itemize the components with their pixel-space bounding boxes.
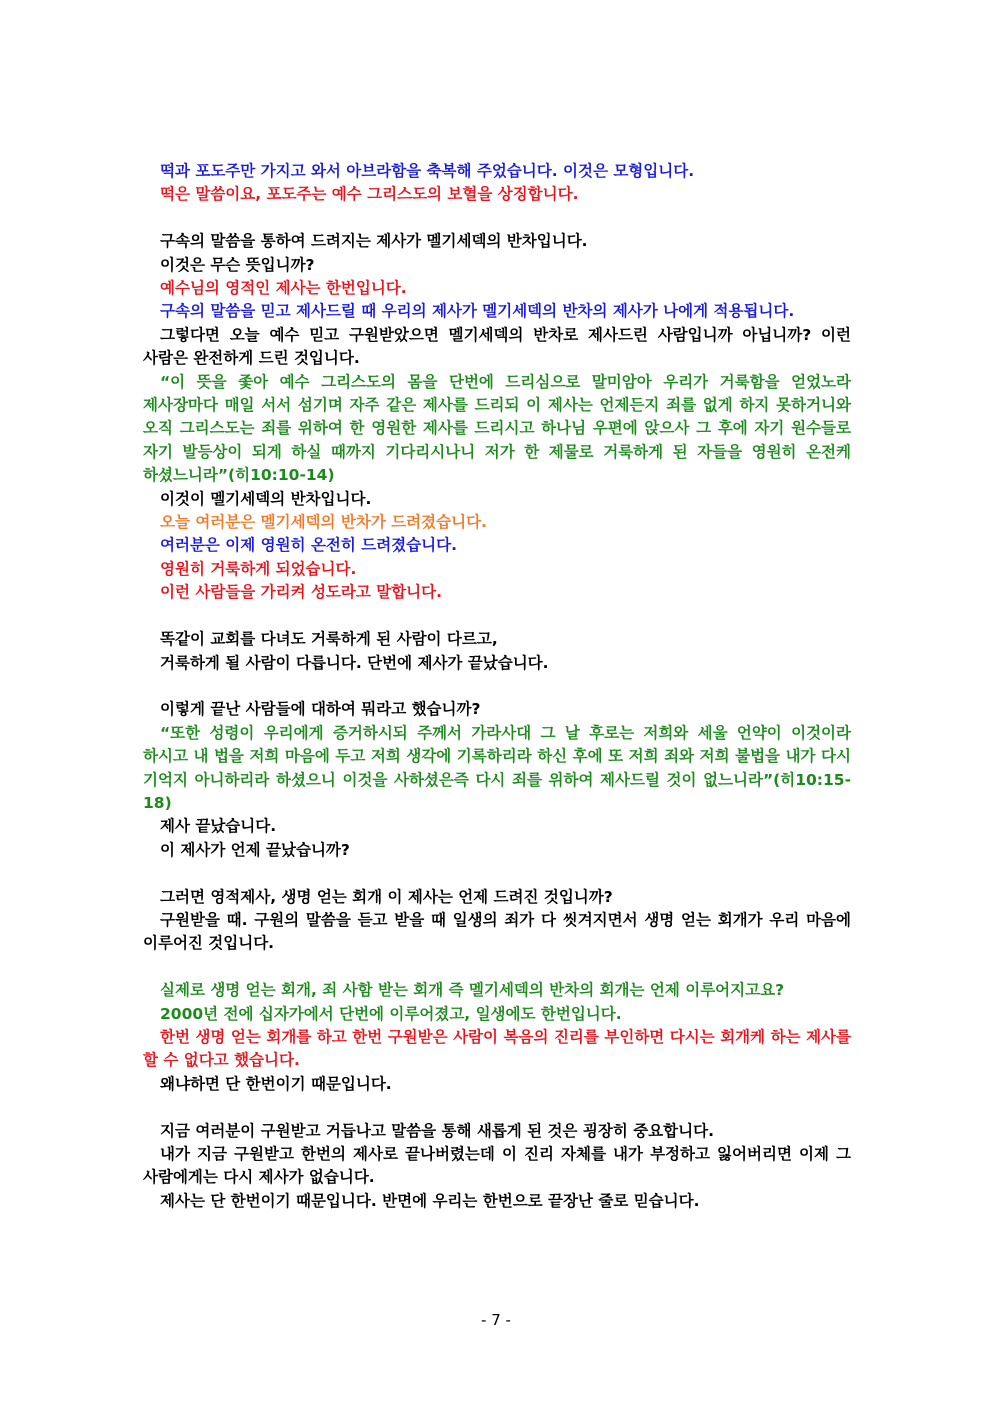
document-body bbox=[143, 160, 851, 1213]
text-line: 한번 생명 얻는 회개를 하고 한번 구원받은 사람이 복음의 진리를 부인하면 다시는 회개케 하는 제사를 할 수 없다고 했습니다. bbox=[143, 1027, 851, 1070]
text-line: 구속의 말씀을 믿고 제사드릴 때 우리의 제사가 멜기세덱의 반차의 제사가 나에게 적용됩니다. bbox=[160, 302, 795, 321]
text-line: 떡은 말씀이요, 포도주는 예수 그리스도의 보혈을 상징합니다. bbox=[160, 185, 579, 204]
text-line: 제사 끝났습니다. bbox=[160, 817, 277, 836]
blank-line bbox=[143, 207, 851, 230]
text-line: 지금 여러분이 구원받고 거듭나고 말씀을 통해 새롭게 된 것은 굉장히 중요합니다. bbox=[160, 1121, 714, 1140]
text-line: 영원히 거룩하게 되었습니다. bbox=[160, 559, 357, 578]
text-line: 그러면 영적제사, 생명 얻는 회개 이 제사는 언제 드려진 것입니까? bbox=[160, 887, 613, 906]
text-line: 구원받을 때. 구원의 말씀을 듣고 받을 때 일생의 죄가 다 씻겨지면서 생명 얻는 회개가 우리 마음에 이루어진 것입니다. bbox=[143, 910, 851, 953]
blank-line bbox=[143, 605, 851, 628]
text-line: 떡과 포도주만 가지고 와서 아브라함을 축복해 주었습니다. 이것은 모형입니다. bbox=[160, 162, 695, 180]
scripture-quote: “이 뜻을 좇아 예수 그리스도의 몸을 단번에 드리심으로 말미암아 우리가 거룩함을 얻었노라 제사장마다 매일 서서 섬기며 자주 같은 제사를 드리되 이 제사는 언제든지 죄를 없게 하지 못하거니와 오직 그리스도는 죄를 위하여 한 영원한 제사를 드리시고 하나님 우편에 앉으사 그 후에 자기 원수들로 자기 발등상이 되게 하실 때까지 기다리시나니 저가 한 제물로 거룩하게 된 자들을 영원히 온전케 하셨느니라”(히10:10-14) bbox=[143, 372, 851, 485]
text-line: 이렇게 끝난 사람들에 대하여 뭐라고 했습니까? bbox=[160, 700, 481, 719]
text-line: 이것이 멜기세덱의 반차입니다. bbox=[160, 489, 372, 508]
text-line: 여러분은 이제 영원히 온전히 드려졌습니다. bbox=[160, 536, 457, 555]
text-line: 구속의 말씀을 통하여 드려지는 제사가 멜기세덱의 반차입니다. bbox=[160, 232, 588, 251]
text-line: 제사는 단 한번이기 때문입니다. 반면에 우리는 한번으로 끝장난 줄로 믿습니다. bbox=[160, 1191, 700, 1210]
text-line: 이런 사람들을 가리켜 성도라고 말합니다. bbox=[160, 583, 443, 602]
text-line: 그렇다면 오늘 예수 믿고 구원받았으면 멜기세덱의 반차로 제사드린 사람입니까 아닙니까? 이런 사람은 완전하게 드린 것입니다. bbox=[143, 325, 851, 368]
blank-line bbox=[143, 956, 851, 979]
blank-line bbox=[143, 675, 851, 698]
text-line: 실제로 생명 얻는 회개, 죄 사함 받는 회개 즉 멜기세덱의 반차의 회개는 언제 이루어지고요? bbox=[160, 981, 785, 1000]
text-line: 똑같이 교회를 다녀도 거룩하게 된 사람이 다르고, bbox=[160, 630, 498, 649]
text-line: 2000년 전에 십자가에서 단번에 이루어졌고, 일생에도 한번입니다. bbox=[160, 1004, 622, 1023]
page-number: - 7 - bbox=[481, 1311, 511, 1329]
text-line: 왜냐하면 단 한번이기 때문입니다. bbox=[160, 1074, 392, 1093]
text-line: 내가 지금 구원받고 한번의 제사로 끝나버렸는데 이 진리 자체를 내가 부정하고 잃어버리면 이제 그 사람에게는 다시 제사가 없습니다. bbox=[143, 1144, 851, 1187]
text-line: 이 제사가 언제 끝났습니까? bbox=[160, 840, 350, 859]
text-line: 예수님의 영적인 제사는 한번입니다. bbox=[160, 279, 407, 298]
text-line: 거룩하게 될 사람이 다릅니다. 단번에 제사가 끝났습니다. bbox=[160, 653, 549, 672]
blank-line bbox=[143, 1096, 851, 1119]
text-line: 오늘 여러분은 멜기세덱의 반차가 드려졌습니다. bbox=[160, 513, 487, 532]
text-line: 이것은 무슨 뜻입니까? bbox=[160, 255, 315, 274]
blank-line bbox=[143, 862, 851, 885]
scripture-quote: “또한 성령이 우리에게 증거하시되 주께서 가라사대 그 날 후로는 저희와 세울 언약이 이것이라 하시고 내 법을 저희 마음에 두고 저희 생각에 기록하리라 하신 후에 또 저희 죄와 저희 불법을 내가 다시 기억지 아니하리라 하셨으니 이것을 사하셨은즉 다시 죄를 위하여 제사드릴 것이 없느니라”(히10:15-18) bbox=[143, 723, 851, 812]
